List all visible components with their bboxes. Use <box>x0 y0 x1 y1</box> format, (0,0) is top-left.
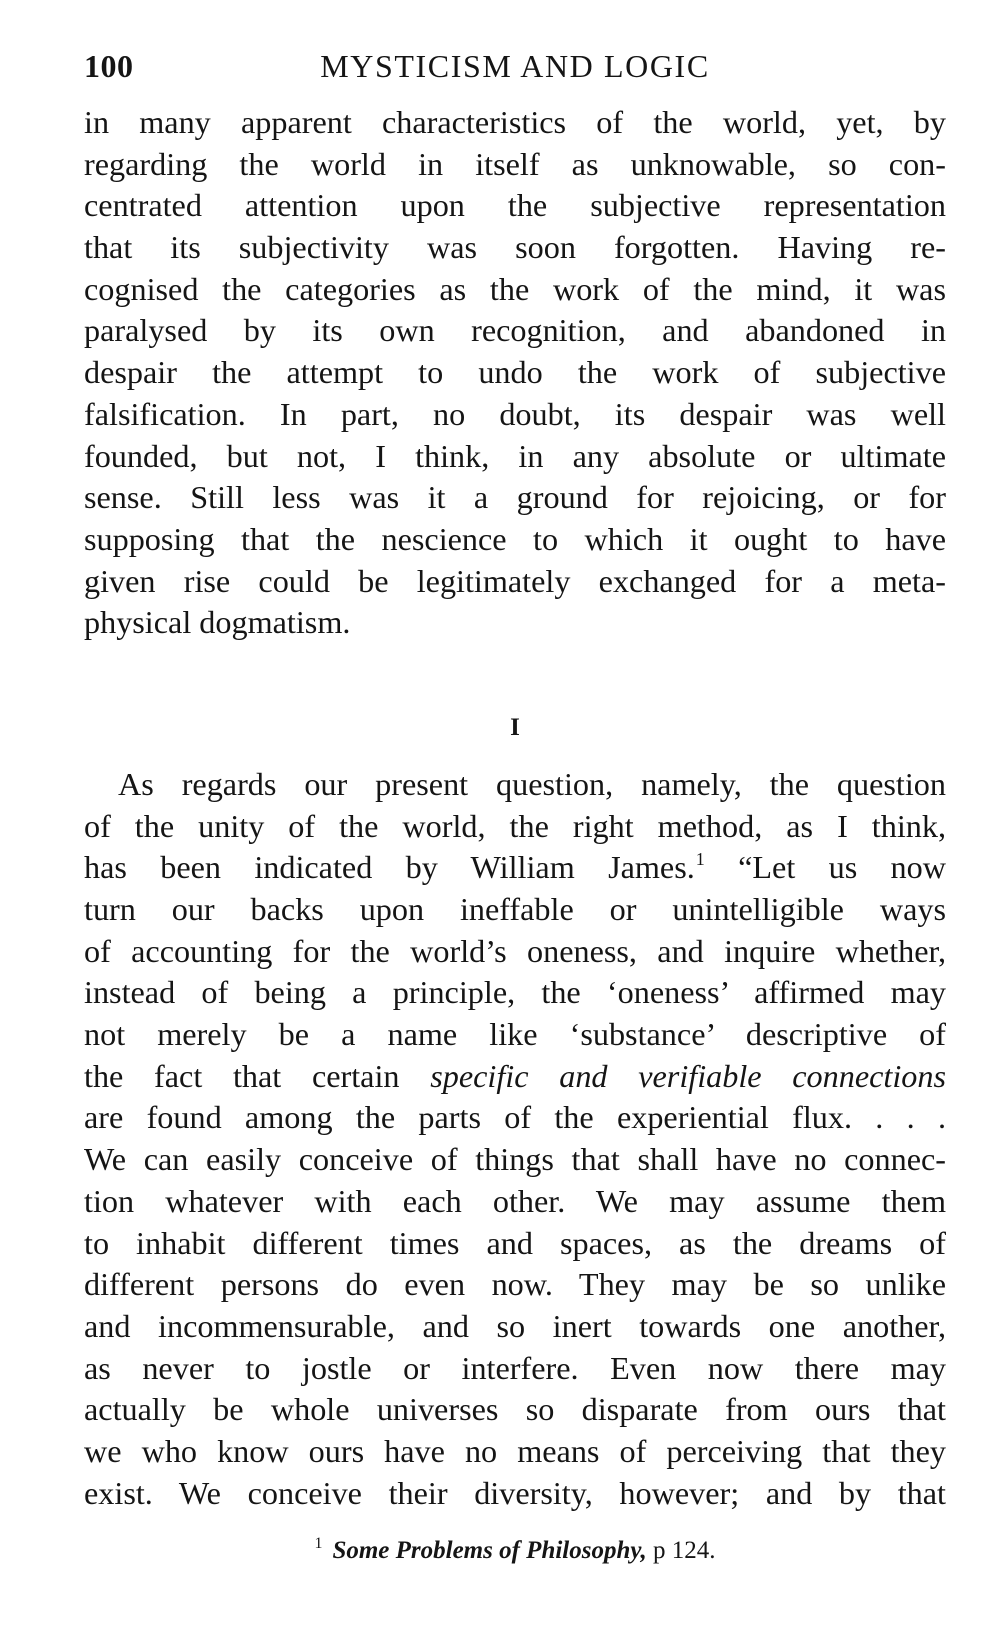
italic-emphasis: specific and verifiable connections <box>430 1057 947 1094</box>
page-number: 100 <box>84 48 134 84</box>
book-title: MYSTICISM AND LOGIC <box>320 48 710 84</box>
footnote <box>84 1536 946 1569</box>
text-line: exist. We conceive their diversity, however; and by that <box>84 1474 946 1511</box>
text-line: despair the attempt to undo the work of subjective <box>84 354 946 391</box>
text-line: turn our backs upon ineffable or unintelligible ways <box>84 891 946 927</box>
text-line: we who know ours have no means of perceiving that they <box>84 1432 946 1469</box>
running-head <box>84 46 946 100</box>
section-number: I <box>510 713 520 741</box>
text-line: are found among the parts of the experiential flux. . . . <box>84 1099 946 1136</box>
book-page <box>84 46 946 1569</box>
text-line: regarding the world in itself as unknowable, so con- <box>84 145 946 182</box>
text-line: not merely be a name like ‘substance’ descriptive of <box>84 1016 946 1053</box>
text-line: of the unity of the world, the right method, as I think, <box>84 807 946 844</box>
text-line: As regards our present question, namely, the question <box>118 765 946 802</box>
text-line: of accounting for the world’s oneness, and inquire whether, <box>84 932 946 969</box>
text-line: given rise could be legitimately exchanged for a meta- <box>84 562 946 599</box>
text-line: as never to jostle or interfere. Even now there may <box>84 1349 946 1386</box>
paragraph-one <box>84 102 946 644</box>
text-line: founded, but not, I think, in any absolute or ultimate <box>84 437 946 474</box>
text-line-with-footnote <box>84 847 946 889</box>
paragraph-two <box>84 764 946 1514</box>
footnote-number: 1 <box>314 1535 323 1553</box>
text-line: and incommensurable, and so inert towards one another, <box>84 1307 946 1344</box>
text-line: that its subjectivity was soon forgotten. Having re- <box>84 229 946 266</box>
footnote-marker: 1 <box>695 849 705 870</box>
text-line: We can easily conceive of things that shall have no connec- <box>84 1141 946 1178</box>
text-line: supposing that the nescience to which it ought to have <box>84 520 946 557</box>
quotation-start: “Let us now <box>738 849 946 886</box>
text-line: actually be whole universes so disparate from ours that <box>84 1391 946 1428</box>
text-line: physical dogmatism. <box>84 604 351 641</box>
sentence-fragment: the fact that certain <box>84 1057 400 1094</box>
text-line: cognised the categories as the work of the mind, it was <box>84 270 946 307</box>
text-line: to inhabit different times and spaces, as the dreams of <box>84 1224 946 1261</box>
footnote-page-reference: p 124. <box>653 1537 716 1565</box>
text-line: in many apparent characteristics of the world, yet, by <box>84 104 946 140</box>
sentence-fragment: has been indicated by William James. <box>84 849 695 886</box>
text-line: falsification. In part, no doubt, its despair was well <box>84 395 946 432</box>
text-line: centrated attention upon the subjective representation <box>84 187 946 224</box>
text-line: paralysed by its own recognition, and abandoned in <box>84 312 946 349</box>
text-line-with-emphasis <box>84 1056 946 1098</box>
text-line: tion whatever with each other. We may assume them <box>84 1182 946 1219</box>
text-line: different persons do even now. They may be so unlike <box>84 1266 946 1303</box>
text-line: sense. Still less was it a ground for rejoicing, or for <box>84 479 946 516</box>
text-line: instead of being a principle, the ‘oneness’ affirmed may <box>84 974 946 1011</box>
footnote-work-title: Some Problems of Philosophy, <box>332 1537 647 1565</box>
